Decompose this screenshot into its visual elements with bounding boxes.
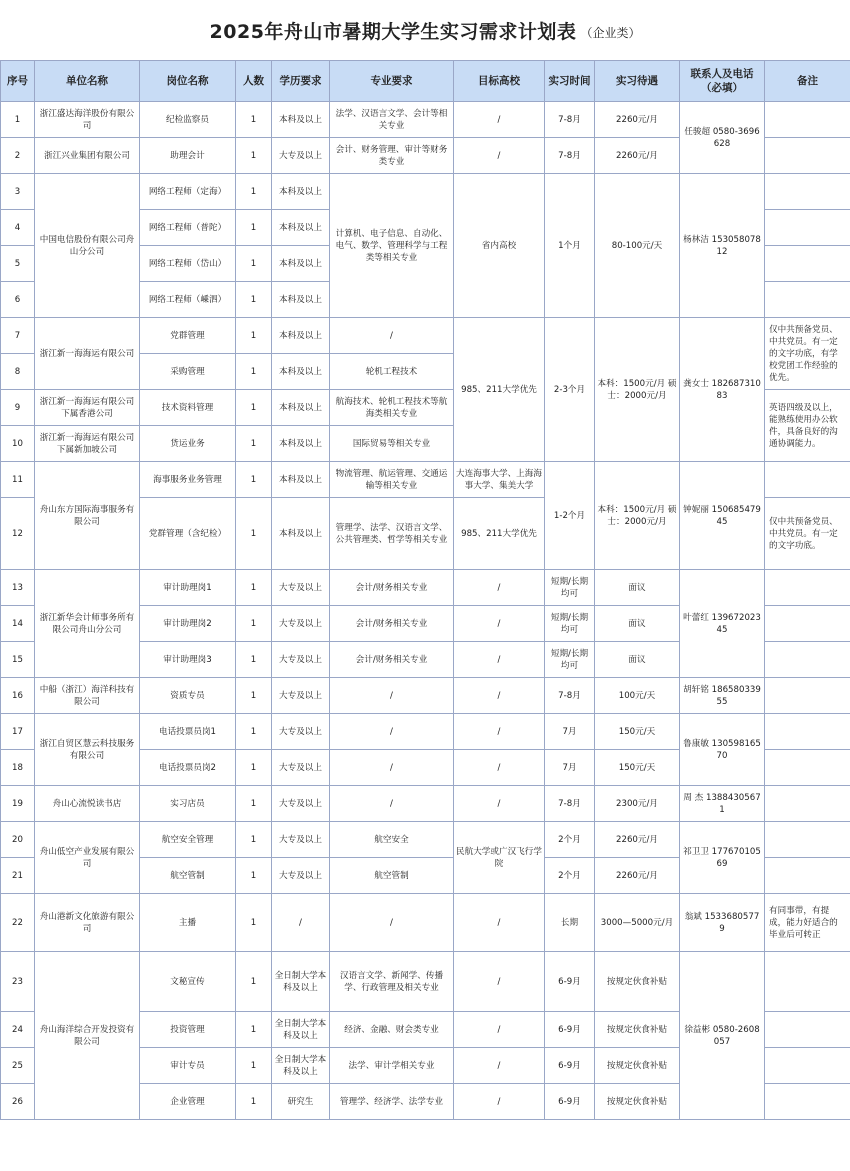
table-row — [1, 678, 850, 714]
unit-name: 舟山心流悦读书店 — [35, 786, 140, 822]
table-row — [1, 786, 850, 822]
row-no: 2 — [1, 138, 35, 174]
target-school: / — [454, 606, 545, 642]
headcount: 1 — [236, 318, 272, 354]
headcount: 1 — [236, 858, 272, 894]
education: 大专及以上 — [272, 714, 330, 750]
table-row — [1, 952, 850, 1012]
target-school: 民航大学或广汉飞行学院 — [454, 822, 545, 894]
target-school: / — [454, 102, 545, 138]
unit-name: 中国电信股份有限公司舟山分公司 — [35, 174, 140, 318]
major: 航空管制 — [330, 858, 454, 894]
contact: 祁卫卫 17767010569 — [680, 822, 765, 894]
note: 仅中共预备党员、中共党员。有一定的文字功底。 — [765, 498, 850, 570]
education: 本科及以上 — [272, 246, 330, 282]
position: 主播 — [140, 894, 236, 952]
row-no: 5 — [1, 246, 35, 282]
note — [765, 714, 850, 750]
period: 7月 — [545, 714, 595, 750]
note: 仅中共预备党员、中共党员。有一定的文字功底，有学校党团工作经验的优先。 — [765, 318, 850, 390]
position: 资质专员 — [140, 678, 236, 714]
note — [765, 1084, 850, 1120]
period: 短期/长期均可 — [545, 606, 595, 642]
pay: 80-100元/天 — [595, 174, 680, 318]
headcount: 1 — [236, 462, 272, 498]
target-school: / — [454, 894, 545, 952]
row-no: 22 — [1, 894, 35, 952]
period: 7-8月 — [545, 102, 595, 138]
target-school: / — [454, 714, 545, 750]
unit-name: 浙江兴业集团有限公司 — [35, 138, 140, 174]
table-row — [1, 462, 850, 498]
major: 计算机、电子信息、自动化、电气、数学、管理科学与工程类等相关专业 — [330, 174, 454, 318]
row-no: 20 — [1, 822, 35, 858]
education: 大专及以上 — [272, 822, 330, 858]
header-cell: 序号 — [1, 61, 35, 102]
period: 短期/长期均可 — [545, 642, 595, 678]
table-row — [1, 570, 850, 606]
row-no: 11 — [1, 462, 35, 498]
note — [765, 282, 850, 318]
position: 货运业务 — [140, 426, 236, 462]
row-no: 7 — [1, 318, 35, 354]
major: 航空安全 — [330, 822, 454, 858]
target-school: / — [454, 642, 545, 678]
headcount: 1 — [236, 174, 272, 210]
major: / — [330, 714, 454, 750]
period: 2-3个月 — [545, 318, 595, 462]
position: 电话投票员岗2 — [140, 750, 236, 786]
row-no: 13 — [1, 570, 35, 606]
row-no: 25 — [1, 1048, 35, 1084]
note — [765, 678, 850, 714]
internship-table — [0, 60, 850, 1120]
position: 技术资料管理 — [140, 390, 236, 426]
position: 网络工程师（定海） — [140, 174, 236, 210]
row-no: 19 — [1, 786, 35, 822]
header-cell: 备注 — [765, 61, 850, 102]
table-row — [1, 102, 850, 138]
pay: 本科：1500元/月 硕士：2000元/月 — [595, 318, 680, 462]
major: / — [330, 786, 454, 822]
position: 助理会计 — [140, 138, 236, 174]
header-cell: 岗位名称 — [140, 61, 236, 102]
header-cell: 专业要求 — [330, 61, 454, 102]
note — [765, 750, 850, 786]
unit-name: 浙江自贸区慧云科技服务有限公司 — [35, 714, 140, 786]
row-no: 15 — [1, 642, 35, 678]
contact: 叶蕾红 13967202345 — [680, 570, 765, 678]
education: 本科及以上 — [272, 354, 330, 390]
period: 7月 — [545, 750, 595, 786]
position: 审计助理岗2 — [140, 606, 236, 642]
target-school: 985、211大学优先 — [454, 498, 545, 570]
position: 纪检监察员 — [140, 102, 236, 138]
pay: 面议 — [595, 570, 680, 606]
position: 电话投票员岗1 — [140, 714, 236, 750]
headcount: 1 — [236, 138, 272, 174]
unit-name: 舟山东方国际海事服务有限公司 — [35, 462, 140, 570]
note — [765, 858, 850, 894]
contact: 任骏超 0580-3696628 — [680, 102, 765, 174]
target-school: / — [454, 138, 545, 174]
note: 有同事带，有提成，能力好适合的毕业后可转正 — [765, 894, 850, 952]
pay: 2260元/月 — [595, 102, 680, 138]
period: 1-2个月 — [545, 462, 595, 570]
headcount: 1 — [236, 952, 272, 1012]
position: 海事服务业务管理 — [140, 462, 236, 498]
target-school: / — [454, 1012, 545, 1048]
position: 投资管理 — [140, 1012, 236, 1048]
period: 6-9月 — [545, 1012, 595, 1048]
headcount: 1 — [236, 786, 272, 822]
note — [765, 606, 850, 642]
major: / — [330, 318, 454, 354]
position: 党群管理 — [140, 318, 236, 354]
education: 全日制大学本科及以上 — [272, 1012, 330, 1048]
pay: 面议 — [595, 642, 680, 678]
major: 经济、金融、财会类专业 — [330, 1012, 454, 1048]
headcount: 1 — [236, 894, 272, 952]
row-no: 17 — [1, 714, 35, 750]
major: 汉语言文学、新闻学、传播学、行政管理及相关专业 — [330, 952, 454, 1012]
position: 文秘宣传 — [140, 952, 236, 1012]
education: 大专及以上 — [272, 606, 330, 642]
headcount: 1 — [236, 750, 272, 786]
row-no: 24 — [1, 1012, 35, 1048]
major: 国际贸易等相关专业 — [330, 426, 454, 462]
period: 长期 — [545, 894, 595, 952]
target-school: / — [454, 570, 545, 606]
period: 7-8月 — [545, 138, 595, 174]
education: 大专及以上 — [272, 642, 330, 678]
contact: 杨林洁 15305807812 — [680, 174, 765, 318]
period: 7-8月 — [545, 678, 595, 714]
contact: 钟妮丽 15068547945 — [680, 462, 765, 570]
education: / — [272, 894, 330, 952]
pay: 100元/天 — [595, 678, 680, 714]
pay: 150元/天 — [595, 714, 680, 750]
unit-name: 浙江盛达海洋股份有限公司 — [35, 102, 140, 138]
major: 物流管理、航运管理、交通运输等相关专业 — [330, 462, 454, 498]
education: 大专及以上 — [272, 678, 330, 714]
major: / — [330, 678, 454, 714]
unit-name: 浙江新华会计师事务所有限公司舟山分公司 — [35, 570, 140, 678]
headcount: 1 — [236, 390, 272, 426]
header-cell: 实习待遇 — [595, 61, 680, 102]
contact: 翁斌 15336805779 — [680, 894, 765, 952]
education: 本科及以上 — [272, 210, 330, 246]
row-no: 16 — [1, 678, 35, 714]
note — [765, 246, 850, 282]
position: 审计助理岗3 — [140, 642, 236, 678]
pay: 3000—5000元/月 — [595, 894, 680, 952]
pay: 按规定伙食补贴 — [595, 1084, 680, 1120]
note — [765, 952, 850, 1012]
education: 全日制大学本科及以上 — [272, 952, 330, 1012]
row-no: 26 — [1, 1084, 35, 1120]
position: 航空安全管理 — [140, 822, 236, 858]
education: 本科及以上 — [272, 390, 330, 426]
row-no: 1 — [1, 102, 35, 138]
position: 采购管理 — [140, 354, 236, 390]
note — [765, 174, 850, 210]
position: 航空管制 — [140, 858, 236, 894]
note — [765, 102, 850, 138]
major: 管理学、经济学、法学专业 — [330, 1084, 454, 1120]
headcount: 1 — [236, 1084, 272, 1120]
table-row — [1, 318, 850, 354]
subtitle-text: （企业类） — [580, 25, 641, 40]
header-cell: 学历要求 — [272, 61, 330, 102]
period: 6-9月 — [545, 1084, 595, 1120]
title-text: 2025年舟山市暑期大学生实习需求计划表 — [209, 20, 577, 43]
headcount: 1 — [236, 282, 272, 318]
row-no: 6 — [1, 282, 35, 318]
note — [765, 210, 850, 246]
table-row — [1, 894, 850, 952]
unit-name: 中船（浙江）海洋科技有限公司 — [35, 678, 140, 714]
note — [765, 462, 850, 498]
row-no: 9 — [1, 390, 35, 426]
headcount: 1 — [236, 210, 272, 246]
major: 会计/财务相关专业 — [330, 570, 454, 606]
contact: 鲁康敏 13059816570 — [680, 714, 765, 786]
target-school: 省内高校 — [454, 174, 545, 318]
target-school: 985、211大学优先 — [454, 318, 545, 462]
table-row — [1, 174, 850, 210]
headcount: 1 — [236, 678, 272, 714]
target-school: / — [454, 750, 545, 786]
pay: 本科：1500元/月 硕士：2000元/月 — [595, 462, 680, 570]
note: 英语四级及以上，能熟练使用办公软件，具备良好的沟通协调能力。 — [765, 390, 850, 462]
education: 本科及以上 — [272, 498, 330, 570]
row-no: 18 — [1, 750, 35, 786]
education: 大专及以上 — [272, 138, 330, 174]
contact: 龚女士 18268731083 — [680, 318, 765, 462]
headcount: 1 — [236, 570, 272, 606]
unit-name: 舟山港新文化旅游有限公司 — [35, 894, 140, 952]
pay: 2260元/月 — [595, 858, 680, 894]
major: 会计/财务相关专业 — [330, 642, 454, 678]
header-cell: 单位名称 — [35, 61, 140, 102]
headcount: 1 — [236, 714, 272, 750]
row-no: 21 — [1, 858, 35, 894]
target-school: / — [454, 1048, 545, 1084]
major: 管理学、法学、汉语言文学、公共管理类、哲学等相关专业 — [330, 498, 454, 570]
header-row — [1, 61, 850, 102]
headcount: 1 — [236, 498, 272, 570]
pay: 按规定伙食补贴 — [595, 1012, 680, 1048]
row-no: 23 — [1, 952, 35, 1012]
target-school: / — [454, 1084, 545, 1120]
row-no: 14 — [1, 606, 35, 642]
education: 本科及以上 — [272, 174, 330, 210]
unit-name: 浙江新一海海运有限公司 — [35, 318, 140, 390]
note — [765, 1012, 850, 1048]
education: 研究生 — [272, 1084, 330, 1120]
position: 实习店员 — [140, 786, 236, 822]
position: 审计专员 — [140, 1048, 236, 1084]
position: 党群管理（含纪检） — [140, 498, 236, 570]
table-row — [1, 714, 850, 750]
major: 轮机工程技术 — [330, 354, 454, 390]
period: 短期/长期均可 — [545, 570, 595, 606]
education: 本科及以上 — [272, 426, 330, 462]
major: 航海技术、轮机工程技术等航海类相关专业 — [330, 390, 454, 426]
education: 本科及以上 — [272, 102, 330, 138]
headcount: 1 — [236, 1012, 272, 1048]
headcount: 1 — [236, 822, 272, 858]
headcount: 1 — [236, 642, 272, 678]
position: 审计助理岗1 — [140, 570, 236, 606]
pay: 2300元/月 — [595, 786, 680, 822]
pay: 2260元/月 — [595, 138, 680, 174]
target-school: / — [454, 952, 545, 1012]
headcount: 1 — [236, 606, 272, 642]
position: 网络工程师（普陀） — [140, 210, 236, 246]
pay: 面议 — [595, 606, 680, 642]
position: 网络工程师（岱山） — [140, 246, 236, 282]
position: 网络工程师（嵊泗） — [140, 282, 236, 318]
education: 大专及以上 — [272, 750, 330, 786]
headcount: 1 — [236, 354, 272, 390]
education: 全日制大学本科及以上 — [272, 1048, 330, 1084]
note — [765, 822, 850, 858]
unit-name: 浙江新一海海运有限公司下属新加坡公司 — [35, 426, 140, 462]
contact: 胡轩铭 18658033955 — [680, 678, 765, 714]
contact: 徐益彬 0580-2608057 — [680, 952, 765, 1120]
major: / — [330, 750, 454, 786]
education: 本科及以上 — [272, 282, 330, 318]
row-no: 12 — [1, 498, 35, 570]
headcount: 1 — [236, 102, 272, 138]
period: 6-9月 — [545, 1048, 595, 1084]
education: 大专及以上 — [272, 786, 330, 822]
header-cell: 实习时间 — [545, 61, 595, 102]
header-cell: 联系人及电话（必填） — [680, 61, 765, 102]
pay: 150元/天 — [595, 750, 680, 786]
headcount: 1 — [236, 1048, 272, 1084]
period: 6-9月 — [545, 952, 595, 1012]
major: 法学、审计学相关专业 — [330, 1048, 454, 1084]
pay: 2260元/月 — [595, 822, 680, 858]
headcount: 1 — [236, 246, 272, 282]
note — [765, 642, 850, 678]
row-no: 8 — [1, 354, 35, 390]
position: 企业管理 — [140, 1084, 236, 1120]
note — [765, 1048, 850, 1084]
major: 会计、财务管理、审计等财务类专业 — [330, 138, 454, 174]
period: 7-8月 — [545, 786, 595, 822]
table-row — [1, 822, 850, 858]
major: 会计/财务相关专业 — [330, 606, 454, 642]
education: 本科及以上 — [272, 462, 330, 498]
target-school: 大连海事大学、上海海事大学、集美大学 — [454, 462, 545, 498]
target-school: / — [454, 678, 545, 714]
major: / — [330, 894, 454, 952]
unit-name: 舟山海洋综合开发投资有限公司 — [35, 952, 140, 1120]
period: 2个月 — [545, 858, 595, 894]
note — [765, 786, 850, 822]
pay: 按规定伙食补贴 — [595, 952, 680, 1012]
note — [765, 570, 850, 606]
row-no: 10 — [1, 426, 35, 462]
education: 大专及以上 — [272, 570, 330, 606]
education: 本科及以上 — [272, 318, 330, 354]
target-school: / — [454, 786, 545, 822]
major: 法学、汉语言文学、会计等相关专业 — [330, 102, 454, 138]
unit-name: 舟山低空产业发展有限公司 — [35, 822, 140, 894]
headcount: 1 — [236, 426, 272, 462]
contact: 周 杰 13884305671 — [680, 786, 765, 822]
education: 大专及以上 — [272, 858, 330, 894]
row-no: 3 — [1, 174, 35, 210]
row-no: 4 — [1, 210, 35, 246]
header-cell: 人数 — [236, 61, 272, 102]
header-cell: 目标高校 — [454, 61, 545, 102]
page-title — [0, 0, 850, 60]
note — [765, 138, 850, 174]
pay: 按规定伙食补贴 — [595, 1048, 680, 1084]
period: 2个月 — [545, 822, 595, 858]
period: 1个月 — [545, 174, 595, 318]
unit-name: 浙江新一海海运有限公司下属香港公司 — [35, 390, 140, 426]
